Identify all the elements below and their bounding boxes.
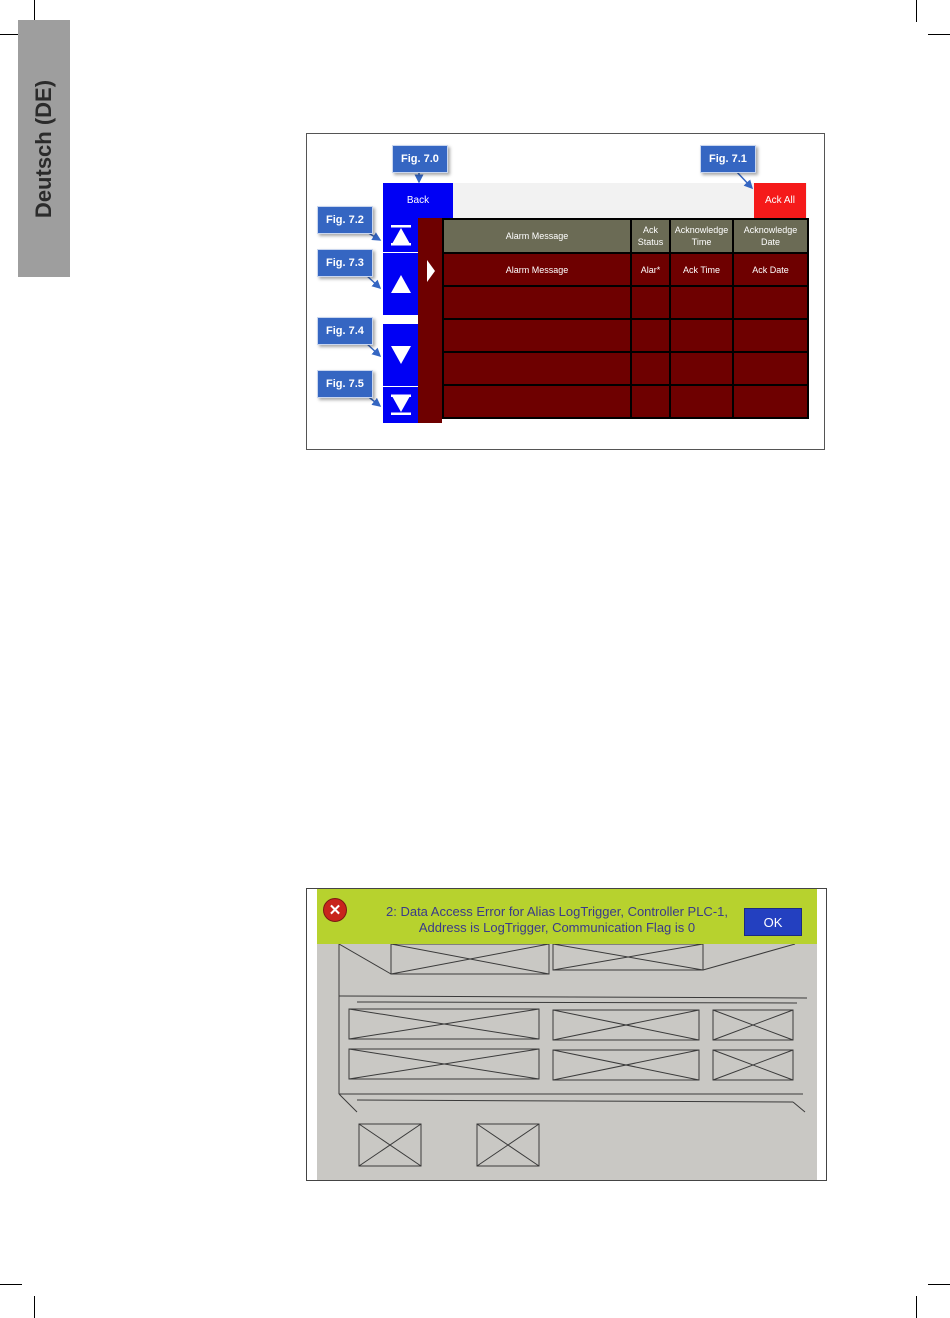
table-cell: Alar*: [631, 253, 670, 286]
crop-mark: [916, 1296, 917, 1318]
callout-fig-7-4: Fig. 7.4: [317, 317, 373, 345]
callout-fig-7-2: Fig. 7.2: [317, 206, 373, 234]
broken-image-placeholders: [317, 944, 817, 1180]
back-button[interactable]: Back: [383, 183, 453, 218]
callout-arrows: [307, 134, 826, 451]
callout-fig-7-5: Fig. 7.5: [317, 370, 373, 398]
table-cell: Alarm Message: [443, 253, 631, 286]
language-tab-label: Deutsch (DE): [31, 79, 56, 218]
error-screen-figure: [306, 888, 827, 1181]
ok-button[interactable]: OK: [744, 908, 802, 936]
crop-mark: [916, 0, 917, 22]
column-header[interactable]: Acknowledge Time: [670, 219, 733, 253]
hmi-screen-photo: [317, 889, 817, 1180]
error-message-line-1: 2: Data Access Error for Alias LogTrigger, Controller PLC-1,: [386, 904, 728, 919]
alarm-screen-figure: [306, 133, 825, 450]
table-cell: Ack Time: [670, 253, 733, 286]
language-tab: [18, 20, 70, 277]
callout-fig-7-0: Fig. 7.0: [392, 145, 448, 173]
error-message-line-2: Address is LogTrigger, Communication Flag is 0: [418, 920, 696, 935]
crop-mark: [34, 1296, 35, 1318]
column-header[interactable]: Alarm Message: [443, 219, 631, 253]
column-header[interactable]: Ack Status: [631, 219, 670, 253]
crop-mark: [928, 1284, 950, 1285]
error-close-icon: ✕: [323, 898, 347, 922]
error-banner: [317, 889, 817, 944]
column-header[interactable]: Acknowledge Date: [733, 219, 808, 253]
callout-fig-7-3: Fig. 7.3: [317, 249, 373, 277]
table-cell: Ack Date: [733, 253, 808, 286]
crop-mark: [0, 1284, 22, 1285]
crop-mark: [928, 34, 950, 35]
callout-fig-7-1: Fig. 7.1: [700, 145, 756, 173]
ack-all-button[interactable]: Ack All: [754, 183, 806, 218]
